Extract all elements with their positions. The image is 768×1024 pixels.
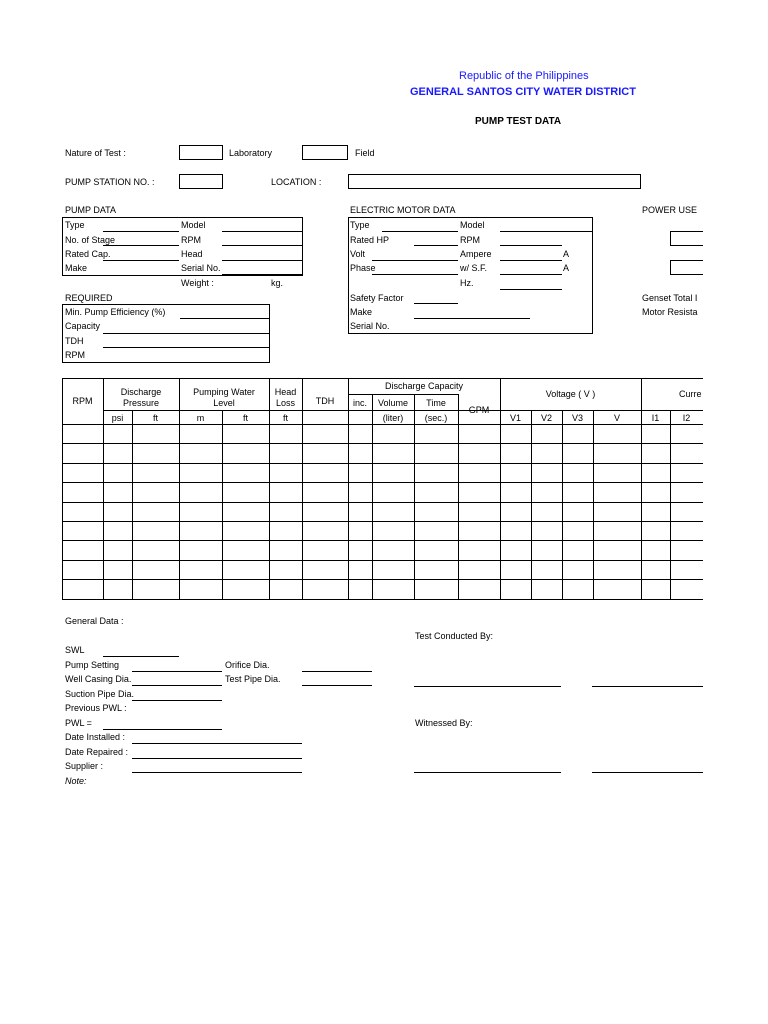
conducted-signature-line-2[interactable] bbox=[592, 686, 703, 687]
pump-setting-line[interactable] bbox=[132, 671, 222, 672]
table-header-bottom bbox=[62, 424, 703, 425]
pwl-line[interactable] bbox=[103, 729, 222, 730]
motor-hz-label: Hz. bbox=[460, 278, 474, 288]
republic-text: Republic of the Philippines bbox=[459, 70, 589, 82]
col-v1-header: V1 bbox=[509, 413, 521, 423]
table-col-line bbox=[372, 394, 373, 599]
col-ft-unit-3: ft bbox=[282, 413, 288, 423]
table-bottom-border bbox=[62, 599, 703, 600]
test-pipe-label: Test Pipe Dia. bbox=[225, 674, 281, 684]
required-efficiency-label: Min. Pump Efficiency (%) bbox=[65, 307, 166, 317]
genset-total-label: Genset Total I bbox=[642, 293, 698, 303]
motor-type-label: Type bbox=[350, 220, 370, 230]
well-casing-line[interactable] bbox=[132, 685, 222, 686]
table-col-line bbox=[302, 378, 303, 599]
required-capacity-line[interactable] bbox=[103, 333, 270, 334]
pump-station-label: PUMP STATION NO. : bbox=[65, 177, 155, 187]
table-row-line bbox=[62, 482, 703, 483]
motor-data-title: ELECTRIC MOTOR DATA bbox=[350, 205, 456, 215]
motor-safety-label: Safety Factor bbox=[350, 293, 404, 303]
table-col-line bbox=[269, 378, 270, 599]
supplier-line[interactable] bbox=[132, 772, 302, 773]
table-col-line bbox=[132, 410, 133, 599]
pump-data-title: PUMP DATA bbox=[65, 205, 117, 215]
witnessed-signature-line-1[interactable] bbox=[414, 772, 561, 773]
pump-make-label: Make bbox=[65, 263, 88, 273]
agency-name: GENERAL SANTOS CITY WATER DISTRICT bbox=[410, 86, 636, 98]
pump-serial-line[interactable] bbox=[222, 274, 302, 275]
col-time-header: Time bbox=[426, 398, 446, 408]
motor-make-line[interactable] bbox=[414, 318, 530, 319]
page-title: PUMP TEST DATA bbox=[475, 116, 562, 127]
date-repaired-line[interactable] bbox=[132, 758, 302, 759]
table-row-line bbox=[62, 463, 703, 464]
table-row-line bbox=[62, 540, 703, 541]
col-v2-header: V2 bbox=[540, 413, 552, 423]
col-pwl-header-2: Level bbox=[213, 398, 235, 408]
col-ft-unit: ft bbox=[152, 413, 158, 423]
pump-model-label: Model bbox=[181, 220, 206, 230]
pwl-label: PWL = bbox=[65, 718, 92, 728]
table-top-border bbox=[62, 378, 703, 379]
col-volume-header: Volume bbox=[377, 398, 409, 408]
motor-resistance-label: Motor Resista bbox=[642, 307, 698, 317]
date-installed-line[interactable] bbox=[132, 743, 302, 744]
pump-type-label: Type bbox=[65, 220, 85, 230]
table-col-line bbox=[62, 378, 63, 599]
col-sec-unit: (sec.) bbox=[424, 413, 448, 423]
col-v3-header: V3 bbox=[571, 413, 583, 423]
col-current-header: Curre bbox=[679, 389, 702, 399]
motor-rpm-label: RPM bbox=[460, 235, 480, 245]
motor-ampere-label: Ampere bbox=[460, 249, 492, 259]
supplier-label: Supplier : bbox=[65, 761, 104, 771]
motor-volt-label: Volt bbox=[350, 249, 366, 259]
table-col-line bbox=[179, 378, 180, 599]
motor-hp-line[interactable] bbox=[414, 245, 458, 246]
required-efficiency-line[interactable] bbox=[180, 318, 270, 319]
suction-pipe-line[interactable] bbox=[132, 700, 222, 701]
col-discharge-pressure-header-1: Discharge bbox=[120, 387, 162, 397]
pump-stage-line[interactable] bbox=[103, 245, 179, 246]
motor-hz-line[interactable] bbox=[500, 289, 562, 290]
date-repaired-label: Date Repaired : bbox=[65, 747, 129, 757]
table-col-line bbox=[103, 378, 104, 599]
table-row-line bbox=[62, 443, 703, 444]
required-title: REQUIRED bbox=[65, 293, 113, 303]
col-tdh-header: TDH bbox=[315, 396, 335, 406]
laboratory-checkbox[interactable] bbox=[179, 145, 223, 160]
field-label: Field bbox=[355, 148, 375, 158]
col-head-loss-header-2: Loss bbox=[275, 398, 295, 408]
col-rpm-header: RPM bbox=[72, 396, 93, 406]
col-i1-header: I1 bbox=[651, 413, 660, 423]
pump-weight-label: Weight : bbox=[181, 278, 214, 288]
note-label: Note: bbox=[65, 776, 87, 786]
table-row-line bbox=[62, 560, 703, 561]
power-input-1[interactable] bbox=[670, 231, 703, 246]
required-tdh-line[interactable] bbox=[103, 347, 270, 348]
suction-pipe-label: Suction Pipe Dia. bbox=[65, 689, 135, 699]
col-discharge-capacity-header: Discharge Capacity bbox=[384, 381, 464, 391]
col-discharge-pressure-header-2: Pressure bbox=[122, 398, 159, 408]
location-input[interactable] bbox=[348, 174, 641, 189]
motor-serial-label: Serial No. bbox=[350, 321, 390, 331]
table-row-line bbox=[62, 579, 703, 580]
required-rpm-label: RPM bbox=[65, 350, 85, 360]
test-conducted-label: Test Conducted By: bbox=[415, 631, 494, 641]
pump-rpm-line[interactable] bbox=[222, 245, 302, 246]
table-col-line bbox=[414, 394, 415, 599]
motor-sf-unit: A bbox=[563, 263, 570, 273]
table-col-line bbox=[458, 394, 459, 599]
col-i2-header: I2 bbox=[682, 413, 691, 423]
orifice-line[interactable] bbox=[302, 671, 372, 672]
motor-make-label: Make bbox=[350, 307, 373, 317]
motor-ampere-line[interactable] bbox=[500, 260, 562, 261]
test-pipe-line[interactable] bbox=[302, 685, 372, 686]
location-label: LOCATION : bbox=[271, 177, 322, 187]
pump-weight-unit: kg. bbox=[271, 278, 284, 288]
pump-ratedcap-line[interactable] bbox=[103, 260, 179, 261]
col-m-unit: m bbox=[196, 413, 205, 423]
motor-phase-label: Phase bbox=[350, 263, 376, 273]
col-inc-header: inc. bbox=[352, 398, 367, 408]
table-col-line bbox=[348, 378, 349, 599]
motor-sf-label: w/ S.F. bbox=[460, 263, 488, 273]
laboratory-label: Laboratory bbox=[229, 148, 273, 158]
swl-line[interactable] bbox=[103, 656, 179, 657]
pump-stage-label: No. of Stage bbox=[65, 235, 116, 245]
conducted-signature-line-1[interactable] bbox=[414, 686, 561, 687]
orifice-label: Orifice Dia. bbox=[225, 660, 270, 670]
col-v-header: V bbox=[613, 413, 620, 423]
col-ft-unit-2: ft bbox=[242, 413, 248, 423]
motor-model-line[interactable] bbox=[500, 231, 592, 232]
col-voltage-header: Voltage ( V ) bbox=[545, 389, 596, 399]
pump-head-line[interactable] bbox=[222, 260, 302, 261]
table-col-line bbox=[593, 410, 594, 599]
power-input-2[interactable] bbox=[670, 260, 703, 275]
motor-safety-line[interactable] bbox=[414, 303, 458, 304]
witnessed-label: Witnessed By: bbox=[415, 718, 473, 728]
motor-sf-line[interactable] bbox=[500, 274, 562, 275]
table-col-line bbox=[531, 410, 532, 599]
motor-rpm-line[interactable] bbox=[500, 245, 562, 246]
pump-model-line[interactable] bbox=[222, 231, 302, 232]
pump-serial-label: Serial No. bbox=[181, 263, 221, 273]
pump-setting-label: Pump Setting bbox=[65, 660, 120, 670]
field-checkbox[interactable] bbox=[302, 145, 348, 160]
motor-ampere-unit: A bbox=[563, 249, 570, 259]
swl-label: SWL bbox=[65, 645, 85, 655]
pump-rpm-label: RPM bbox=[181, 235, 201, 245]
power-use-title: POWER USE bbox=[642, 205, 698, 215]
motor-type-line[interactable] bbox=[382, 231, 458, 232]
col-pwl-header-1: Pumping Water bbox=[193, 387, 255, 397]
previous-pwl-label: Previous PWL : bbox=[65, 703, 127, 713]
table-subheader-line bbox=[103, 410, 703, 411]
pump-head-label: Head bbox=[181, 249, 203, 259]
required-capacity-label: Capacity bbox=[65, 321, 101, 331]
motor-hp-label: Rated HP bbox=[350, 235, 390, 245]
capacity-header-line bbox=[348, 394, 458, 395]
table-col-line bbox=[500, 378, 501, 599]
pump-ratedcap-label: Rated Cap. bbox=[65, 249, 111, 259]
col-psi-unit: psi bbox=[111, 413, 124, 423]
motor-phase-line[interactable] bbox=[372, 274, 458, 275]
pump-station-input[interactable] bbox=[179, 174, 223, 189]
motor-volt-line[interactable] bbox=[372, 260, 458, 261]
required-tdh-label: TDH bbox=[65, 336, 84, 346]
col-gpm-header: GPM bbox=[468, 405, 490, 415]
table-col-line bbox=[641, 378, 642, 599]
pump-type-line[interactable] bbox=[103, 231, 179, 232]
table-row-line bbox=[62, 521, 703, 522]
nature-of-test-label: Nature of Test : bbox=[65, 148, 126, 158]
col-liter-unit: (liter) bbox=[382, 413, 404, 423]
general-data-title: General Data : bbox=[65, 616, 124, 626]
witnessed-signature-line-2[interactable] bbox=[592, 772, 703, 773]
table-col-line bbox=[670, 410, 671, 599]
col-head-loss-header-1: Head bbox=[274, 387, 297, 397]
motor-model-label: Model bbox=[460, 220, 485, 230]
table-row-line bbox=[62, 502, 703, 503]
table-col-line bbox=[562, 410, 563, 599]
well-casing-label: Well Casing Dia. bbox=[65, 674, 132, 684]
table-col-line bbox=[222, 410, 223, 599]
date-installed-label: Date Installed : bbox=[65, 732, 126, 742]
